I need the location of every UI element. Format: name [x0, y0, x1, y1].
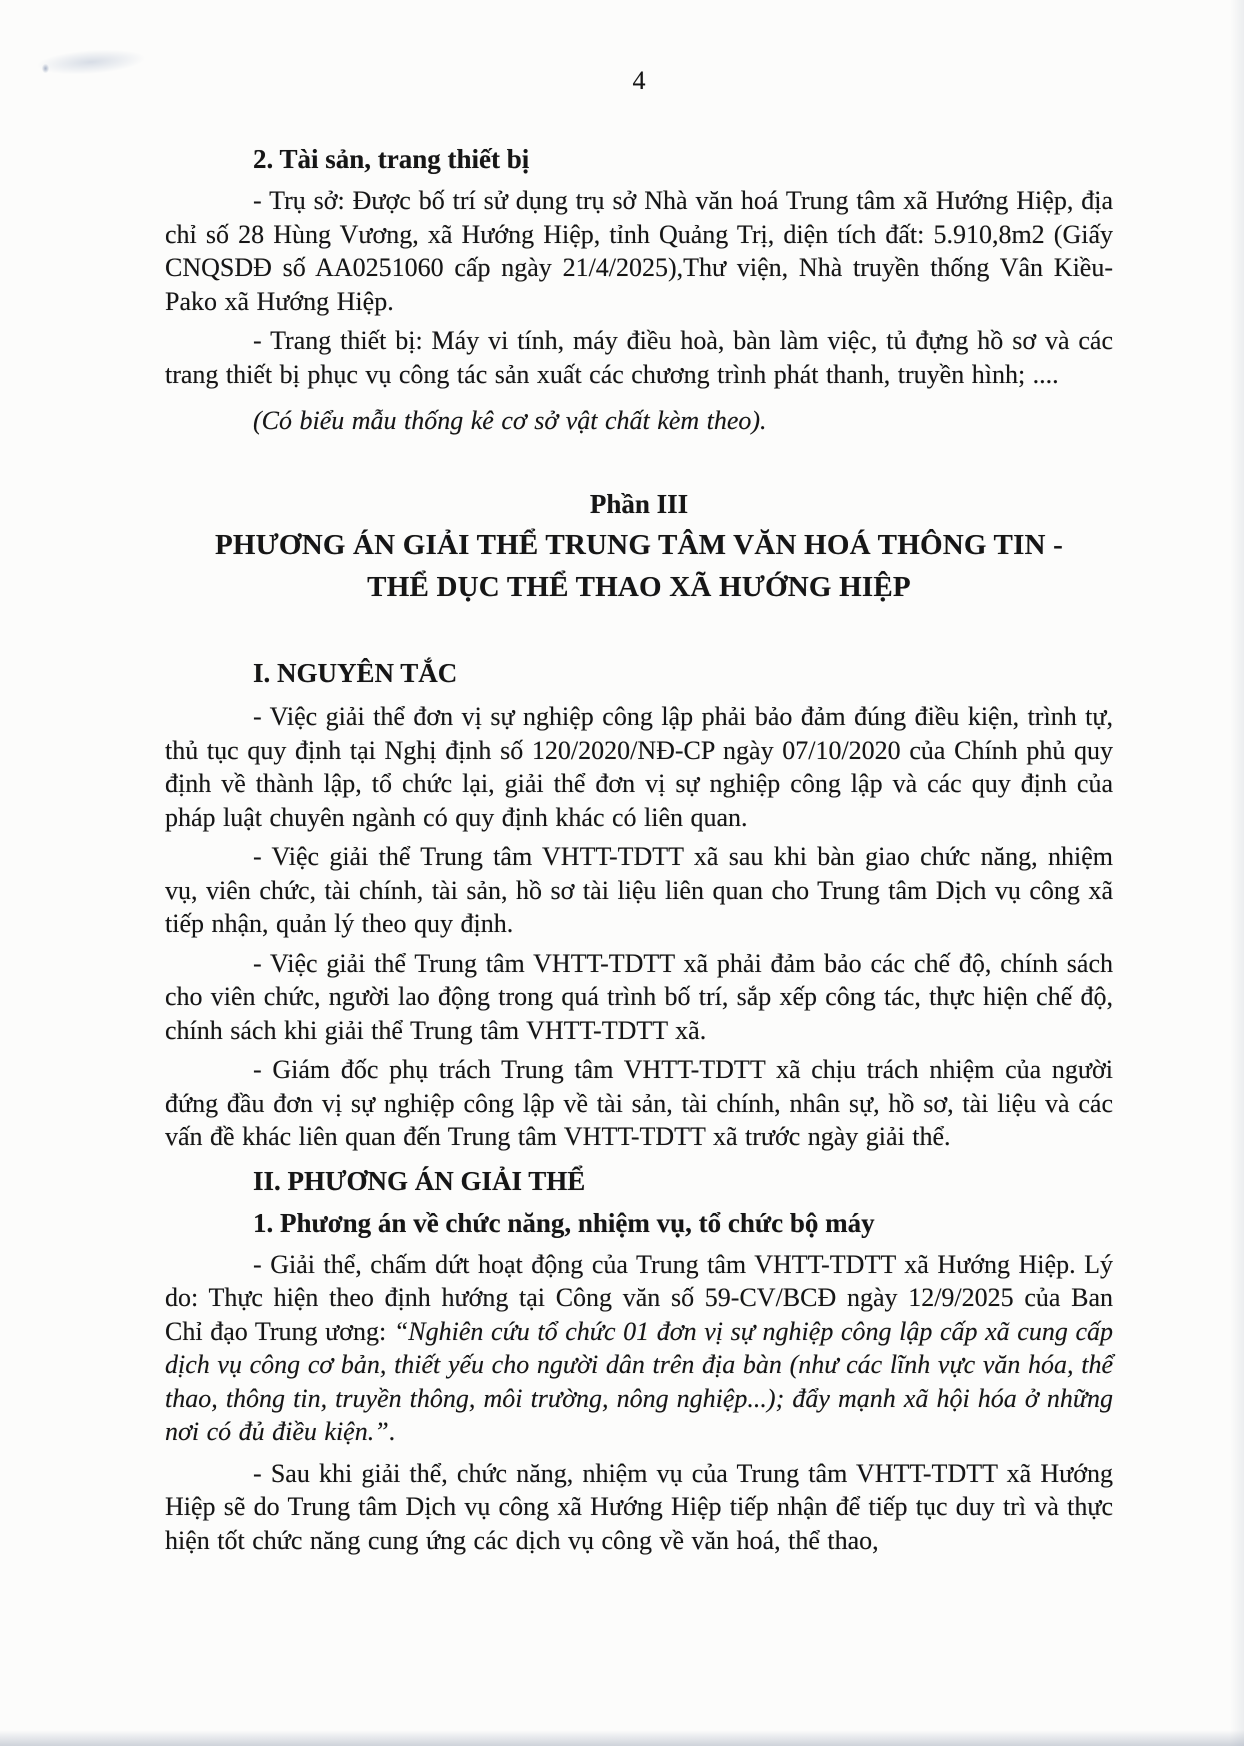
principle-paragraph-4: - Giám đốc phụ trách Trung tâm VHTT-TDTT xã chịu trách nhiệm của người đứng đầu đơn vị sự nghiệp công lập về tài sản, tài chính, nhân sự, hồ sơ, tài liệu và các vấn đề khác liên quan đến Trung tâm VHTT-TDTT xã trước ngày giải thể.	[165, 1055, 1113, 1151]
paragraph-office: - Trụ sở: Được bố trí sử dụng trụ sở Nhà văn hoá Trung tâm xã Hướng Hiệp, địa chỉ số 28 Hùng Vương, xã Hướng Hiệp, tỉnh Quảng Trị, diện tích đất: 5.910,8m2 (Giấy CNQSDĐ số AA0251060 cấp ngày 21/4/2025),Thư viện, Nhà truyền thống Vân Kiều-Pako xã Hướng Hiệp.	[165, 186, 1113, 316]
paragraph-handover: - Sau khi giải thể, chức năng, nhiệm vụ của Trung tâm VHTT-TDTT xã Hướng Hiệp sẽ do Trung tâm Dịch vụ công xã Hướng Hiệp tiếp nhận để tiếp tục duy trì và thực hiện tốt chức năng cung ứng các dịch vụ công về văn hoá, thể thao,	[165, 1458, 1113, 1555]
section-heading-principles: I. NGUYÊN TẮC	[253, 658, 458, 688]
scan-smudge-artifact	[35, 46, 146, 78]
principle-paragraph-3: - Việc giải thể Trung tâm VHTT-TDTT xã phải đảm bảo các chế độ, chính sách cho viên chức, người lao động trong quá trình bố trí, sắp xếp công tác, thực hiện chế độ, chính sách khi giải thể Trung tâm VHTT-TDTT xã.	[165, 948, 1113, 1045]
principle-paragraph-1: - Việc giải thể đơn vị sự nghiệp công lập phải bảo đảm đúng điều kiện, trình tự, thủ tục quy định tại Nghị định số 120/2020/NĐ-CP ngày 07/10/2020 của Chính phủ quy định về thành lập, tổ chức lại, giải thể đơn vị sự nghiệp công lập và các quy định của pháp luật chuyên ngành có quy định khác có liên quan.	[165, 702, 1113, 832]
scan-bottom-edge-shading	[0, 1730, 1244, 1746]
dissolution-tail-text: .	[388, 1417, 396, 1446]
principle-paragraph-2: - Việc giải thể Trung tâm VHTT-TDTT xã sau khi bàn giao chức năng, nhiệm vụ, viên chức, tài chính, tài sản, hồ sơ tài liệu liên quan cho Trung tâm Dịch vụ công xã tiếp nhận, quản lý theo quy định.	[165, 842, 1113, 938]
section-heading-plan: II. PHƯƠNG ÁN GIẢI THỂ	[253, 1165, 586, 1196]
scan-right-edge-shading	[1230, 0, 1244, 1746]
part-three-label: Phần III	[589, 489, 689, 519]
part-three-title-line-2: THỂ DỤC THỂ THAO XÃ HƯỚNG HIỆP	[367, 571, 911, 603]
plan-sub-heading-1: 1. Phương án về chức năng, nhiệm vụ, tổ chức bộ máy	[253, 1207, 875, 1238]
scan-smudge-dot	[42, 64, 49, 73]
paragraph-equipment: - Trang thiết bị: Máy vi tính, máy điều hoà, bàn làm việc, tủ đựng hồ sơ và các trang thiết bị phục vụ công tác sản xuất các chương trình phát thanh, truyền hình; ....	[165, 326, 1113, 389]
dissolution-lead-text: - Giải thể, chấm dứt hoạt động của Trung tâm VHTT-TDTT xã Hướng Hiệp. Lý do: Thực hiện theo định hướng tại Công văn số 59-CV/BCĐ ngày 12/9/2025 của Ban Chỉ đạo Trung ương:	[165, 1249, 1113, 1346]
paragraph-dissolution	[165, 1248, 1113, 1449]
attachment-note: (Có biểu mẫu thống kê cơ sở vật chất kèm theo).	[253, 406, 767, 435]
part-three-title-line-1: PHƯƠNG ÁN GIẢI THỂ TRUNG TÂM VĂN HOÁ THÔNG TIN -	[214, 529, 1064, 561]
dissolution-quote-text: “Nghiên cứu tổ chức 01 đơn vị sự nghiệp công lập cấp xã cung cấp dịch vụ công cơ bản, thiết yếu cho người dân trên địa bàn (như các lĩnh vực văn hóa, thể thao, thông tin, truyền thông, môi trường, nông nghiệp...); đẩy mạnh xã hội hóa ở những nơi có đủ điều kiện.”	[165, 1316, 1114, 1446]
section-heading-assets: 2. Tài sản, trang thiết bị	[253, 144, 530, 174]
page-number: 4	[632, 66, 646, 95]
